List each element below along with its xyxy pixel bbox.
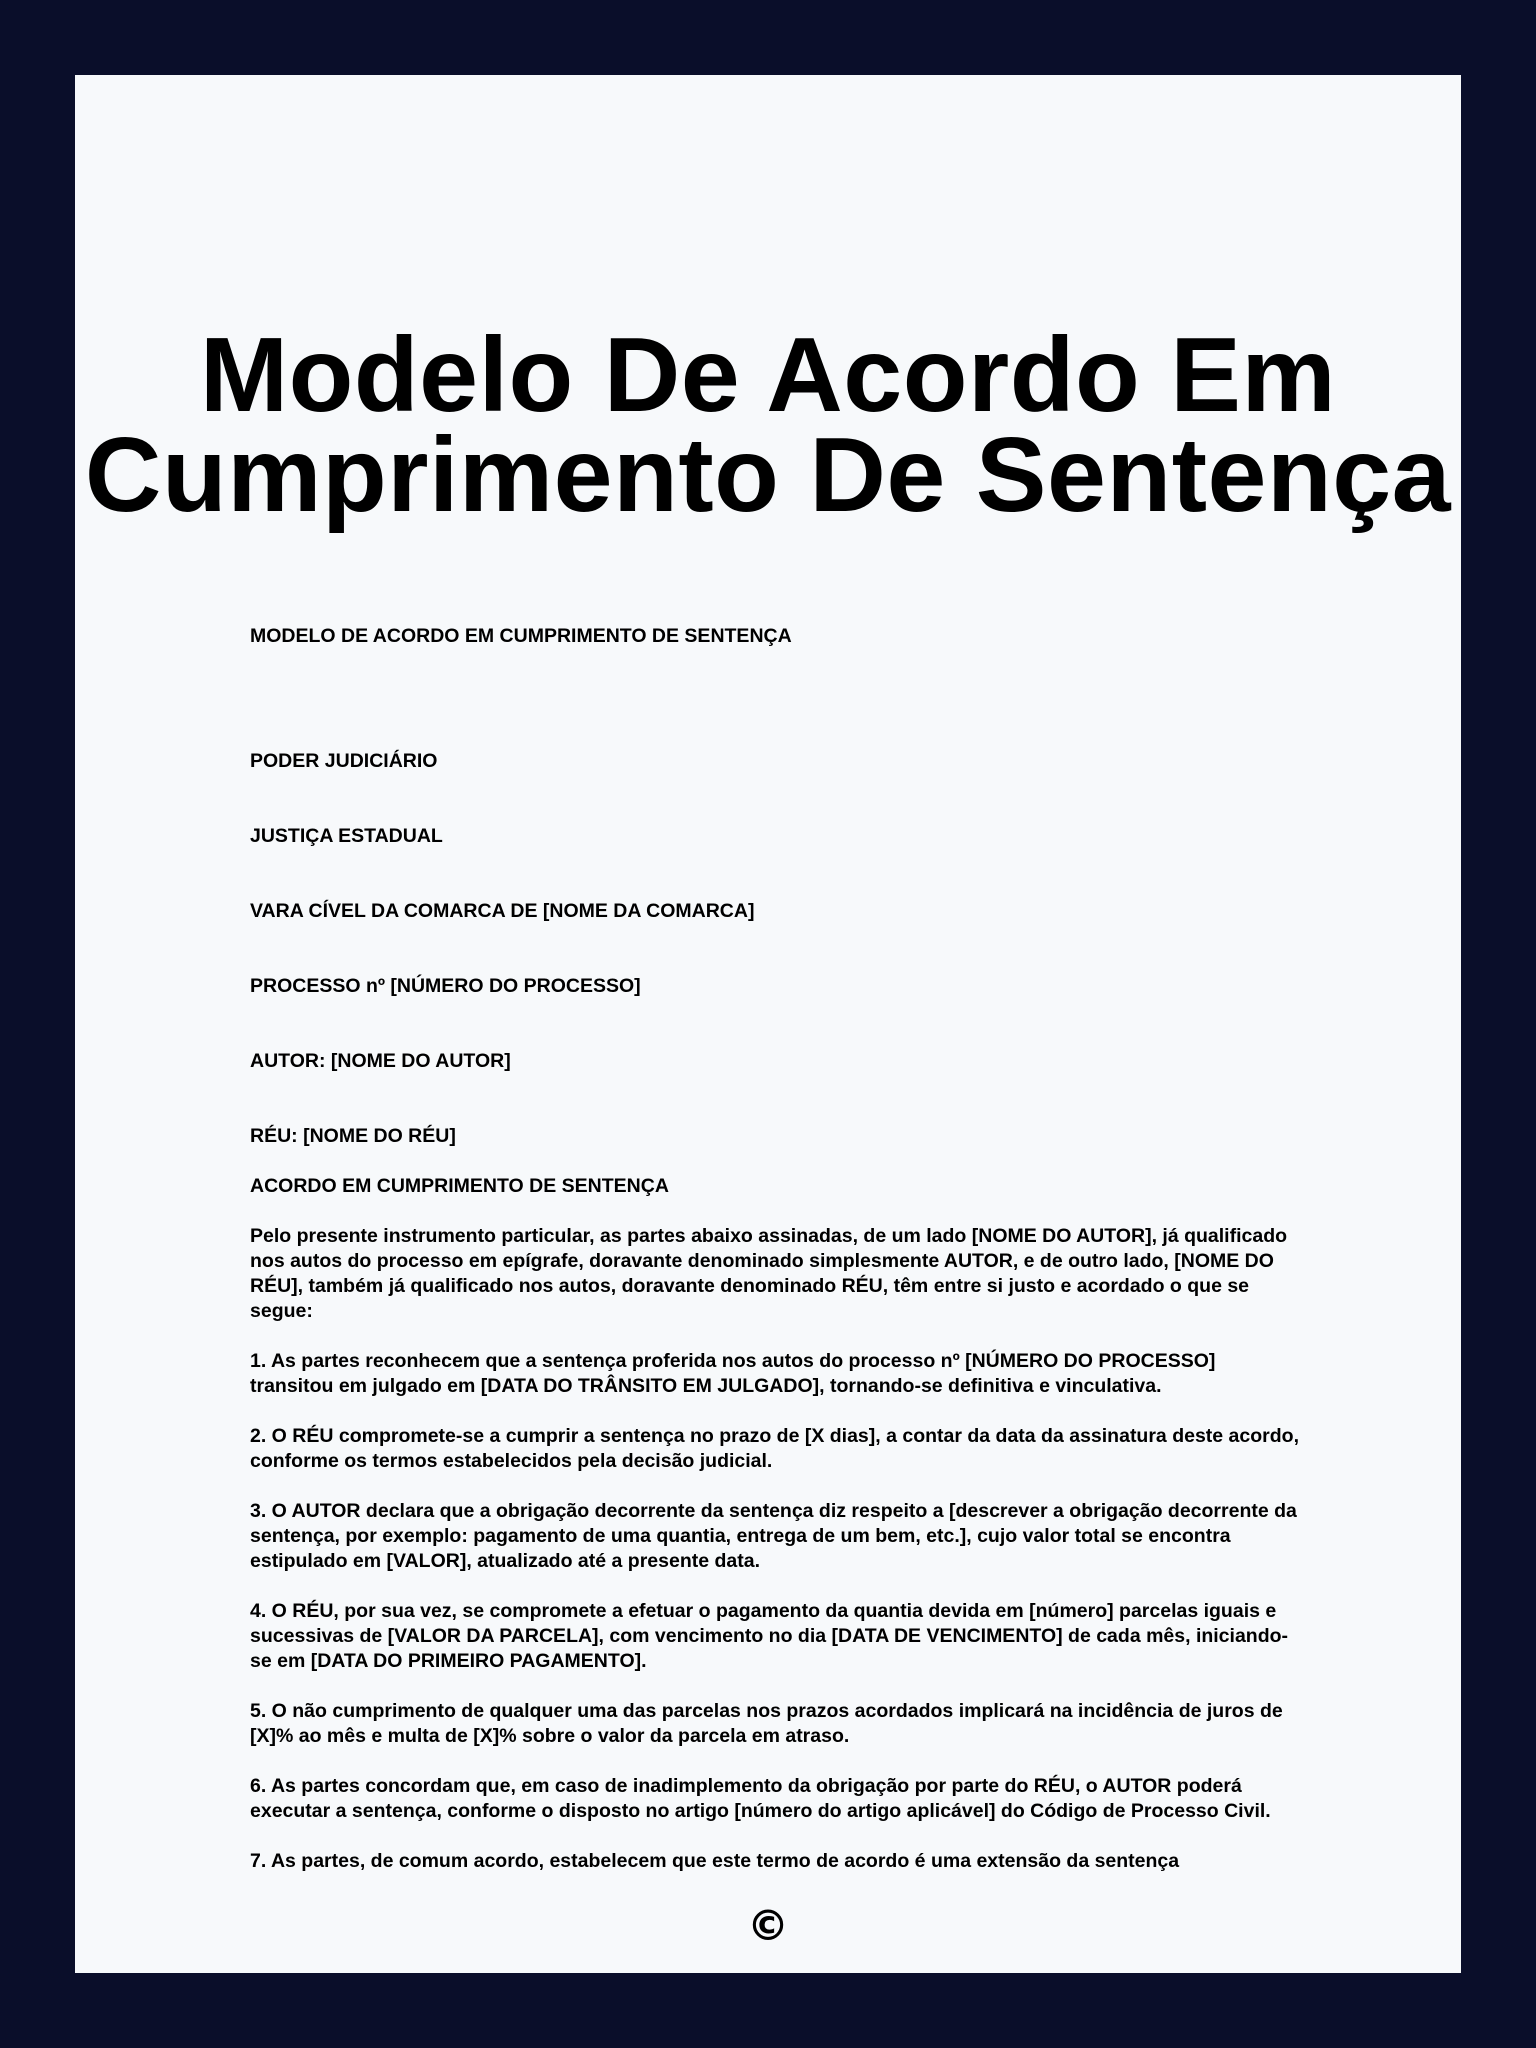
paragraph-clause-7: 7. As partes, de comum acordo, estabelecem que este termo de acordo é uma extensão da sentença [250, 1850, 1180, 1872]
copyright-icon: © [747, 1901, 789, 1950]
paragraph-clause-4: 4. O RÉU, por sua vez, se compromete a efetuar o pagamento da quantia devida em [número] parcelas iguais e sucessivas de [VALOR DA PARCELA], com vencimento no dia [DATA DE VENCIMENTO] de cada mês, iniciando-se em [DATA DO PRIMEIRO PAGAMENTO]. [250, 1600, 1289, 1672]
page-title-line-1: Modelo De Acordo Em [199, 316, 1337, 434]
paragraph-clause-6: 6. As partes concordam que, em caso de inadimplemento da obrigação por parte do RÉU, o AUTOR poderá executar a sentença, conforme o disposto no artigo [número do artigo aplicável] do Código de Processo Civil. [250, 1775, 1271, 1822]
header-line-venue: VARA CÍVEL DA COMARCA DE [NOME DA COMARCA] [250, 900, 755, 922]
header-line-justice: JUSTIÇA ESTADUAL [250, 825, 443, 847]
paragraph-intro: Pelo presente instrumento particular, as partes abaixo assinadas, de um lado [NOME DO AUTOR], já qualificado nos autos do processo em epígrafe, doravante denominado simplesmente AUTOR, e de outro lado, [NOME DO RÉU], também já qualificado nos autos, doravante denominado RÉU, têm entre si justo e acordado o que se segue: [250, 1225, 1288, 1322]
page-title [75, 316, 1461, 534]
header-line-plaintiff: AUTOR: [NOME DO AUTOR] [250, 1050, 511, 1072]
header-line-court: PODER JUDICIÁRIO [250, 750, 438, 772]
section-title: ACORDO EM CUMPRIMENTO DE SENTENÇA [250, 1175, 669, 1197]
header-line-defendant: RÉU: [NOME DO RÉU] [250, 1125, 456, 1147]
document-page [75, 75, 1461, 1973]
document-heading: MODELO DE ACORDO EM CUMPRIMENTO DE SENTENÇA [250, 625, 792, 647]
page-title-line-2: Cumprimento De Sentença [84, 416, 1452, 534]
paragraph-clause-1: 1. As partes reconhecem que a sentença proferida nos autos do processo nº [NÚMERO DO PROCESSO] transitou em julgado em [DATA DO TRÂNSITO EM JULGADO], tornando-se definitiva e vinculativa. [250, 1350, 1216, 1397]
document-body [250, 624, 1300, 1899]
paragraph-clause-3: 3. O AUTOR declara que a obrigação decorrente da sentença diz respeito a [descrever a obrigação decorrente da sentença, por exemplo: pagamento de uma quantia, entrega de um bem, etc.], cujo valor total se encontra estipulado em [VALOR], atualizado até a presente data. [250, 1500, 1297, 1572]
paragraph-clause-2: 2. O RÉU compromete-se a cumprir a sentença no prazo de [X dias], a contar da data da assinatura deste acordo, conforme os termos estabelecidos pela decisão judicial. [250, 1425, 1299, 1472]
paragraph-clause-5: 5. O não cumprimento de qualquer uma das parcelas nos prazos acordados implicará na incidência de juros de [X]% ao mês e multa de [X]% sobre o valor da parcela em atraso. [250, 1700, 1283, 1747]
header-line-process: PROCESSO nº [NÚMERO DO PROCESSO] [250, 975, 641, 997]
